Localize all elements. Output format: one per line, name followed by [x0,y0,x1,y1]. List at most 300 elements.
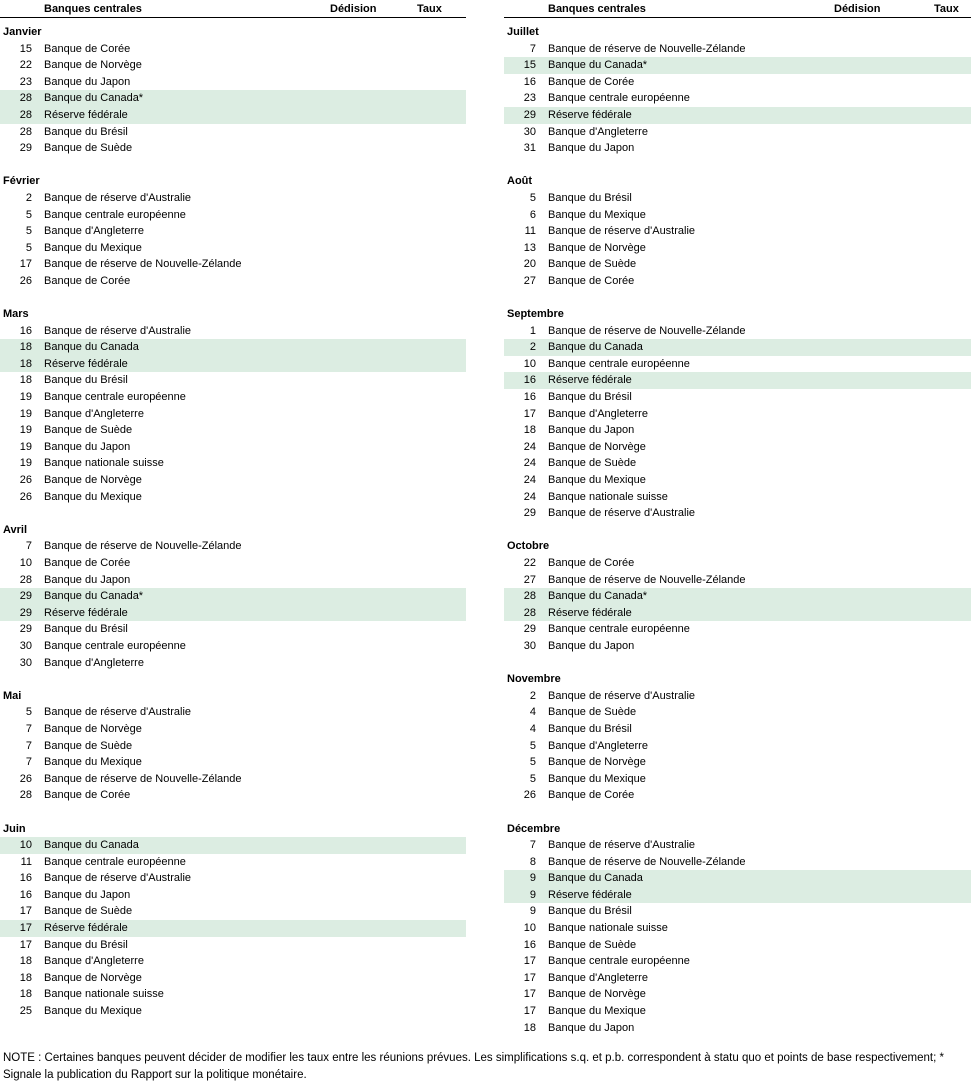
spacer [504,804,971,821]
table-row-highlighted [0,837,466,854]
meeting-day: 15 [523,59,536,72]
bank-name: Banque de Suède [548,938,637,951]
meeting-day: 28 [523,606,536,619]
meeting-day: 17 [19,258,32,271]
bank-name: Banque centrale européenne [548,92,690,105]
table-row [504,854,971,871]
table-row [504,837,971,854]
meeting-day: 11 [524,225,536,238]
meeting-day: 24 [523,474,536,487]
meeting-day: 5 [25,208,32,221]
bank-name: Banque de réserve d'Australie [44,324,192,337]
meeting-day: 16 [523,391,536,404]
bank-name: Banque centrale européenne [548,955,690,968]
meeting-day: 18 [19,955,32,968]
meeting-day: 9 [529,872,536,885]
table-row [0,970,466,987]
table-row [0,406,466,423]
meeting-day: 9 [529,888,536,901]
bank-name: Banque du Canada* [44,590,144,603]
table-row [504,240,971,257]
table-row [504,41,971,58]
table-row [0,422,466,439]
meeting-day: 17 [19,922,32,935]
table-row [0,41,466,58]
meeting-day: 26 [19,474,32,487]
month-heading [0,173,466,190]
table-row [504,771,971,788]
table-row [0,1003,466,1020]
table-row [0,538,466,555]
bank-name: Banque du Brésil [548,722,632,735]
meeting-day: 7 [25,739,32,752]
bank-name: Banque d'Angleterre [548,739,648,752]
bank-name: Banque centrale européenne [44,855,186,868]
meeting-day: 7 [25,756,32,769]
month-heading [0,522,466,539]
meeting-day: 30 [19,639,32,652]
table-row [0,754,466,771]
meeting-day: 20 [523,258,536,271]
right-column [504,0,971,1036]
bank-name: Banque du Mexique [548,1005,646,1018]
table-row [0,953,466,970]
table-row [0,986,466,1003]
bank-name: Banque d'Angleterre [44,656,144,669]
table-row [504,688,971,705]
bank-name: Banque du Canada [548,341,643,354]
table-row-highlighted [0,605,466,622]
bank-name: Banque de réserve d'Australie [548,839,696,852]
bank-name: Banque de Suède [44,142,133,155]
table-row-highlighted [0,90,466,107]
meeting-day: 29 [523,623,536,636]
table-row [0,555,466,572]
meeting-day: 9 [529,905,536,918]
table-row [0,854,466,871]
bank-name: Banque centrale européenne [548,357,690,370]
bank-name: Banque centrale européenne [44,639,186,652]
bank-name: Banque du Mexique [548,208,646,221]
meeting-day: 4 [529,722,536,735]
bank-name: Banque de Corée [548,274,635,287]
meeting-day: 16 [523,374,536,387]
meeting-day: 2 [25,191,32,204]
table-row [0,870,466,887]
table-row [504,1003,971,1020]
table-row [504,986,971,1003]
table-row-highlighted [0,588,466,605]
bank-name: Banque de Norvège [548,756,646,769]
bank-name: Banque du Japon [548,142,635,155]
bank-name: Banque de réserve d'Australie [548,507,696,520]
table-row [0,240,466,257]
meeting-day: 8 [529,855,536,868]
bank-name: Banque de Suède [44,739,133,752]
table-header [504,0,971,18]
month-name: Octobre [507,540,550,553]
month-name: Février [3,175,40,188]
table-row [504,356,971,373]
month-name: Septembre [507,308,564,321]
header-taux: Taux [934,3,959,15]
meeting-day: 28 [19,108,32,121]
table-row [504,439,971,456]
meeting-day: 17 [523,988,536,1001]
meeting-day: 10 [523,357,536,370]
month-heading [0,821,466,838]
table-row-highlighted [504,339,971,356]
meeting-day: 29 [523,108,536,121]
month-name: Avril [3,523,28,536]
bank-name: Banque de réserve de Nouvelle-Zélande [548,855,746,868]
month-name: Décembre [507,822,561,835]
meeting-day: 17 [523,955,536,968]
table-row [504,273,971,290]
meeting-day: 5 [529,739,536,752]
bank-name: Banque nationale suisse [548,922,668,935]
meeting-day: 17 [523,1005,536,1018]
meeting-day: 10 [19,839,32,852]
bank-name: Banque de réserve de Nouvelle-Zélande [548,42,746,55]
month-name: Mars [3,308,29,321]
meeting-day: 5 [529,772,536,785]
month-name: Juin [3,822,26,835]
table-row [504,505,971,522]
month-name: Juillet [507,26,539,38]
table-row [504,704,971,721]
month-heading [504,24,971,41]
table-row [504,223,971,240]
meeting-day: 29 [523,507,536,520]
month-heading [504,821,971,838]
table-row [0,323,466,340]
meeting-day: 17 [523,971,536,984]
table-row [504,953,971,970]
bank-name: Banque du Brésil [44,374,128,387]
meeting-day: 22 [19,59,32,72]
table-row [0,787,466,804]
bank-name: Banque de Norvège [548,241,646,254]
table-row [504,489,971,506]
table-row-highlighted [0,107,466,124]
meeting-day: 24 [523,490,536,503]
table-row [504,920,971,937]
table-row-highlighted [504,605,971,622]
bank-name: Banque de réserve d'Australie [548,225,696,238]
meeting-day: 7 [25,540,32,553]
spacer [504,522,971,539]
bank-name: Banque de réserve d'Australie [44,191,192,204]
meeting-day: 19 [19,440,32,453]
table-row [504,124,971,141]
bank-name: Banque de réserve de Nouvelle-Zélande [548,324,746,337]
meeting-day: 19 [19,424,32,437]
meeting-day: 26 [19,274,32,287]
bank-name: Banque de Suède [548,457,637,470]
table-row [0,903,466,920]
table-row-highlighted [504,372,971,389]
table-row [0,721,466,738]
schedule-right [504,24,971,1036]
bank-name: Banque de Norvège [548,440,646,453]
meeting-day: 5 [529,191,536,204]
spacer [0,157,466,174]
bank-name: Réserve fédérale [548,374,632,387]
meeting-day: 1 [529,324,536,337]
table-row [504,937,971,954]
bank-name: Banque d'Angleterre [548,971,648,984]
bank-name: Banque de Norvège [44,474,142,487]
meeting-day: 7 [25,722,32,735]
month-name: Mai [3,689,22,702]
meeting-day: 29 [19,590,32,603]
spacer [504,290,971,307]
bank-name: Banque de Corée [44,42,131,55]
bank-name: Banque de réserve de Nouvelle-Zélande [44,772,242,785]
meeting-day: 7 [529,839,536,852]
bank-name: Réserve fédérale [44,108,128,121]
bank-name: Banque du Mexique [44,241,142,254]
meeting-day: 19 [19,457,32,470]
table-row [0,74,466,91]
table-row [0,372,466,389]
table-row [0,223,466,240]
meeting-day: 28 [19,125,32,138]
spacer [0,804,466,821]
meeting-day: 16 [19,888,32,901]
table-row-highlighted [0,356,466,373]
table-row [0,124,466,141]
month-heading [0,688,466,705]
meeting-day: 10 [19,557,32,569]
header-taux: Taux [417,3,442,15]
table-row [504,74,971,91]
meeting-day: 30 [523,639,536,652]
bank-name: Banque du Canada* [548,59,648,72]
meeting-day: 23 [523,92,536,105]
table-row [504,1020,971,1037]
table-row-highlighted [504,887,971,904]
meeting-day: 13 [523,241,536,254]
bank-name: Réserve fédérale [548,888,632,901]
table-row [0,256,466,273]
table-row [0,207,466,224]
meeting-day: 19 [19,391,32,404]
bank-name: Réserve fédérale [548,606,632,619]
table-row [0,140,466,157]
meeting-day: 16 [19,872,32,885]
bank-name: Banque du Japon [548,424,635,437]
meeting-day: 4 [529,706,536,719]
meeting-day: 10 [523,922,536,935]
meeting-day: 18 [523,1021,536,1034]
table-row [504,455,971,472]
table-row [504,472,971,489]
meeting-day: 29 [19,142,32,155]
bank-name: Banque du Brésil [44,125,128,138]
table-row [504,406,971,423]
table-row [504,555,971,572]
month-heading [504,538,971,555]
meeting-day: 30 [19,656,32,669]
table-row-highlighted [504,588,971,605]
table-row-highlighted [0,920,466,937]
table-row-highlighted [504,870,971,887]
table-row [504,323,971,340]
meeting-day: 17 [523,407,536,420]
bank-name: Banque du Brésil [548,191,632,204]
bank-name: Banque d'Angleterre [44,225,144,238]
bank-name: Banque de Corée [44,274,131,287]
meeting-day: 28 [19,92,32,105]
table-row [504,140,971,157]
meeting-day: 5 [25,241,32,254]
meeting-day: 16 [523,75,536,88]
meeting-day: 17 [19,938,32,951]
meeting-day: 26 [19,490,32,503]
bank-name: Banque du Japon [548,639,635,652]
bank-name: Réserve fédérale [44,606,128,619]
meeting-day: 11 [20,855,32,868]
meeting-day: 16 [523,938,536,951]
header-decision: Dédision [330,3,377,15]
table-row [0,738,466,755]
meeting-day: 18 [523,424,536,437]
bank-name: Banque du Japon [44,75,131,88]
bank-name: Banque de Norvège [44,971,142,984]
bank-name: Banque du Japon [548,1021,635,1034]
bank-name: Banque nationale suisse [44,988,164,1001]
meeting-day: 19 [19,407,32,420]
bank-name: Banque d'Angleterre [548,125,648,138]
table-row [504,621,971,638]
meeting-day: 16 [19,324,32,337]
table-row [0,273,466,290]
meeting-day: 6 [529,208,536,221]
table-row-highlighted [504,57,971,74]
bank-name: Banque du Mexique [44,490,142,503]
bank-name: Banque de réserve d'Australie [44,706,192,719]
table-row [504,90,971,107]
table-row [0,190,466,207]
bank-name: Banque du Canada* [548,590,648,603]
meeting-day: 17 [19,905,32,918]
table-row [504,754,971,771]
left-column [0,0,466,1020]
spacer [0,671,466,688]
bank-name: Réserve fédérale [44,357,128,370]
meeting-day: 24 [523,457,536,470]
table-row [504,207,971,224]
bank-name: Banque nationale suisse [44,457,164,470]
header-banques: Banques centrales [44,3,142,15]
bank-name: Banque du Mexique [44,1005,142,1018]
bank-name: Banque d'Angleterre [44,955,144,968]
meeting-day: 5 [529,756,536,769]
header-decision: Dédision [834,3,881,15]
month-heading [504,306,971,323]
bank-name: Banque de Norvège [548,988,646,1001]
bank-name: Banque du Mexique [548,772,646,785]
bank-name: Banque du Japon [44,573,131,586]
month-name: Janvier [3,26,42,38]
table-row [0,638,466,655]
table-row [504,190,971,207]
bank-name: Banque de Corée [44,557,131,569]
table-row-highlighted [504,107,971,124]
bank-name: Banque du Japon [44,888,131,901]
table-row [0,472,466,489]
bank-name: Banque centrale européenne [44,208,186,221]
bank-name: Banque de réserve d'Australie [44,872,192,885]
meeting-day: 5 [25,225,32,238]
bank-name: Banque du Brésil [44,623,128,636]
bank-name: Banque de Corée [44,789,131,802]
meeting-day: 26 [523,789,536,802]
table-row [0,655,466,672]
meeting-day: 26 [19,772,32,785]
meeting-day: 18 [19,988,32,1001]
month-name: Novembre [507,673,561,686]
header-banques: Banques centrales [548,3,646,15]
table-row [0,489,466,506]
meeting-day: 22 [523,557,536,569]
table-row [504,787,971,804]
bank-name: Banque de Norvège [44,722,142,735]
month-heading [504,173,971,190]
meeting-day: 2 [529,689,536,702]
spacer [0,290,466,307]
meeting-day: 29 [19,606,32,619]
table-row [0,621,466,638]
bank-name: Banque du Canada [548,872,643,885]
meeting-day: 27 [523,274,536,287]
meeting-day: 28 [19,573,32,586]
table-row [504,903,971,920]
table-row [0,887,466,904]
table-header [0,0,466,18]
table-row [504,572,971,589]
meeting-day: 5 [25,706,32,719]
month-heading [0,306,466,323]
spacer [504,655,971,672]
bank-name: Banque d'Angleterre [44,407,144,420]
bank-name: Banque du Canada [44,839,139,852]
meeting-day: 24 [523,440,536,453]
table-row [0,439,466,456]
bank-name: Banque du Mexique [44,756,142,769]
table-row [0,455,466,472]
bank-name: Banque de Corée [548,75,635,88]
table-row [504,970,971,987]
bank-name: Banque de réserve d'Australie [548,689,696,702]
bank-name: Banque nationale suisse [548,490,668,503]
bank-name: Réserve fédérale [44,922,128,935]
month-name: Août [507,175,533,188]
bank-name: Banque de réserve de Nouvelle-Zélande [44,258,242,271]
bank-name: Banque du Canada* [44,92,144,105]
table-row [0,704,466,721]
bank-name: Banque du Canada [44,341,139,354]
bank-name: Banque du Brésil [548,391,632,404]
bank-name: Banque de Suède [548,258,637,271]
bank-name: Banque de Corée [548,789,635,802]
bank-name: Banque de Suède [44,424,133,437]
spacer [0,505,466,522]
meeting-day: 30 [523,125,536,138]
bank-name: Banque de Corée [548,557,635,569]
